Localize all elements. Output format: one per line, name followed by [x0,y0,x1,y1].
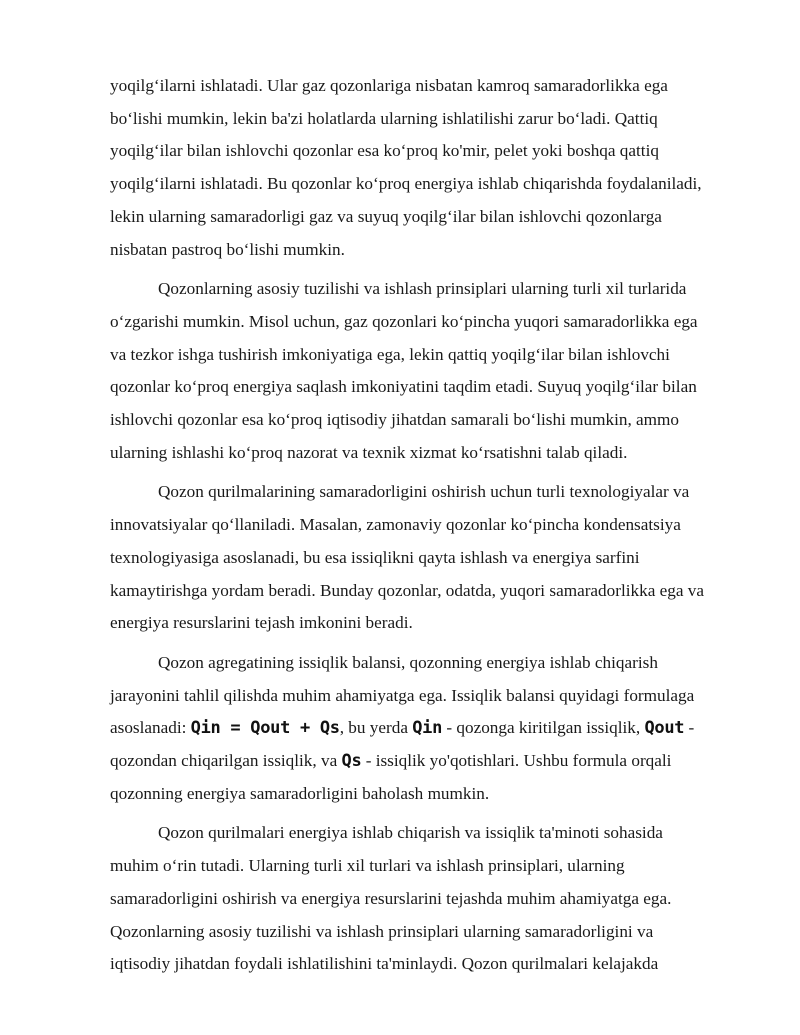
paragraph-structure: Qozonlarning asosiy tuzilishi va ishlash prinsiplari ularning turli xil turlarida o‘zgarishi mumkin. Misol uchun, gaz qozonlari ko‘pincha yuqori samaradorlikka ega va tezkor ishga tushirish imkoniyatiga ega, lekin qattiq yoqilg‘ilar bilan ishlovchi qozonlar ko‘proq energiya saqlash imkoniyatini taqdim etadi. Suyuq yoqilg‘ilar bilan ishlovchi qozonlar esa ko‘proq iqtisodiy jihatdan samarali bo‘lishi mumkin, ammo ularning ishlashi ko‘proq nazorat va texnik xizmat ko‘rsatishni talab qiladi. [110,279,698,462]
paragraph-conclusion: Qozon qurilmalari energiya ishlab chiqarish va issiqlik ta'minoti sohasida muhim o‘rin tutadi. Ularning turli xil turlari va ishlash prinsiplari, ularning samaradorligini oshirish va energiya resurslarini tejashda muhim ahamiyatga ega. Qozonlarning asosiy tuzilishi va ishlash prinsiplari ularning samaradorligini va iqtisodiy jihatdan foydali ishlatilishini ta'minlaydi. Qozon qurilmalari kelajakda [110,823,672,974]
paragraph-heat-balance [110,647,715,811]
text-run: Qozon agregatining issiqlik balansi, qozonning energiya ishlab chiqarish jarayonini tahlil qilishda muhim ahamiyatga ega. Issiqlik balansi quyidagi formulaga asoslanadi: [110,652,695,738]
text-run: - qozondan chiqarilgan issiqlik, va [110,718,695,771]
text-run: , bu yerda [339,718,413,738]
formula-term-qout: Qout [644,718,685,739]
formula-term-qs: Qs [341,751,362,772]
text-run: - qozonga kiritilgan issiqlik, [442,718,645,738]
paragraph-continuation: yoqilg‘ilarni ishlatadi. Ular gaz qozonlariga nisbatan kamroq samaradorlikka ega bo‘lishi mumkin, lekin ba'zi holatlarda ularning ishlatilishi zarur bo‘ladi. Qattiq yoqilg‘ilar bilan ishlovchi qozonlar esa ko‘proq ko'mir, pelet yoki boshqa qattiq yoqilg‘ilarni ishlatadi. Bu qozonlar ko‘proq energiya ishlab chiqarishda foydalaniladi, lekin ularning samaradorligi gaz va suyuq yoqilg‘ilar bilan ishlovchi qozonlarga nisbatan pastroq bo‘lishi mumkin. [110,76,702,259]
paragraph-innovation: Qozon qurilmalarining samaradorligini oshirish uchun turli texnologiyalar va innovatsiyalar qo‘llaniladi. Masalan, zamonaviy qozonlar ko‘pincha kondensatsiya texnologiyasiga asoslanadi, bu esa issiqlikni qayta ishlash va energiya sarfini kamaytirishga yordam beradi. Bunday qozonlar, odatda, yuqori samaradorlikka ega va energiya resurslarini tejash imkonini beradi. [110,482,704,633]
formula-term-qin: Qin [412,718,443,739]
formula-heat-balance: Qin = Qout + Qs [190,718,340,739]
body-text [110,70,715,981]
text-run: - issiqlik yo'qotishlari. Ushbu formula orqali qozonning energiya samaradorligini baholash mumkin. [110,751,672,803]
